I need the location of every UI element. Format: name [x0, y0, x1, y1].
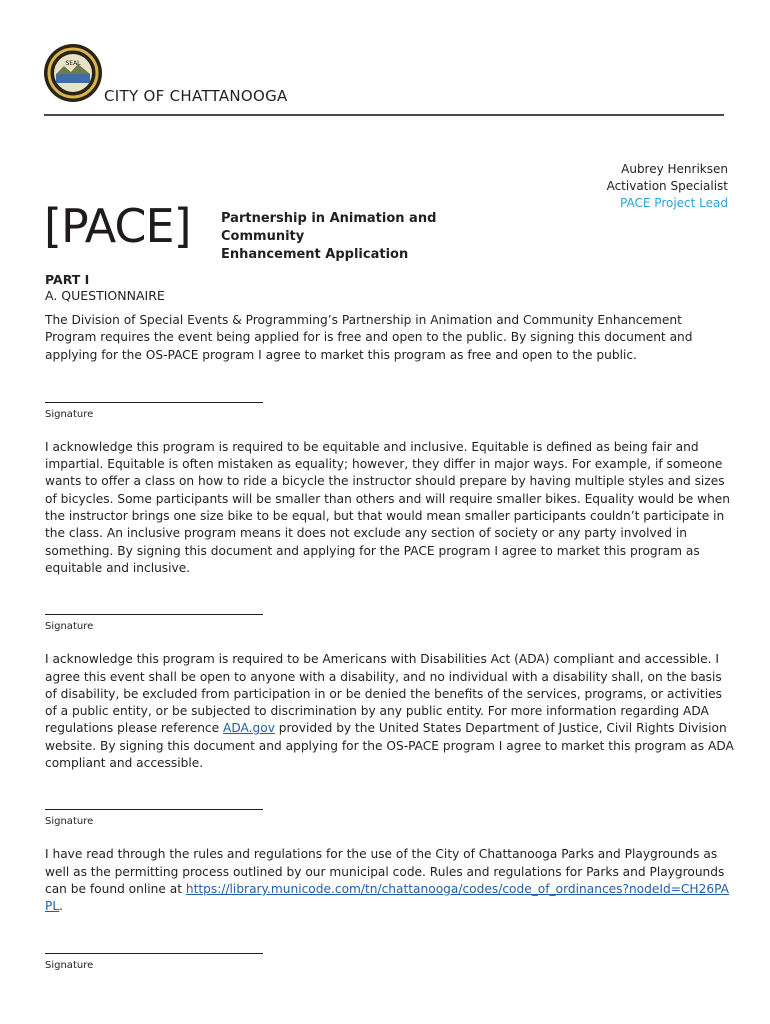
contact-role: Activation Specialist: [606, 179, 728, 193]
svg-text:SEAL: SEAL: [65, 60, 81, 67]
signature-line[interactable]: [45, 402, 263, 403]
contact-name: Aubrey Henriksen: [621, 162, 728, 176]
signature-line[interactable]: [45, 614, 263, 615]
paragraph-ada: [45, 651, 735, 772]
municode-link[interactable]: https://library.municode.com/tn/chattanooga/codes/code_of_ordinances?nodeId=CH26PAPL: [45, 881, 730, 914]
paragraph-rules-text-end: .: [59, 899, 64, 914]
city-name: CITY OF CHATTANOOGA: [104, 87, 288, 105]
header-divider: [44, 114, 724, 116]
contact-lead: PACE Project Lead: [620, 196, 728, 210]
paragraph-rules-text: I have read through the rules and regulations for the use of the City of Chattanooga Parks and Playgrounds as well as the permitting process outlined by our municipal code. Rules and regulations for Parks and Playgrounds can be found online at: [45, 847, 725, 896]
pace-logo: [PACE]: [44, 199, 191, 253]
section-heading: A. QUESTIONNAIRE: [45, 288, 165, 303]
paragraph-equitable: I acknowledge this program is required to be equitable and inclusive. Equitable is defined as being fair and impartial. Equitable is often mistaken as equality; however, they differ in major ways. For example, if someone wants to offer a class on how to ride a bicycle the instructor should prepare by having multiple styles and sizes of bicycles. Some participants will be smaller than others and will require smaller bikes. Equality would be when the instructor brings one size bike to be equal, but that would mean smaller participants couldn’t participate in the class. An inclusive program means it does not exclude any section of society or any party involved in something. By signing this document and applying for the PACE program I agree to market this program as equitable and inclusive.: [45, 439, 731, 575]
paragraph-ada-text-end: provided by the United States Department of Justice, Civil Rights Division website. By signing this document and applying for the OS-PACE program I agree to market this program as ADA compliant and accessible.: [45, 721, 734, 771]
signature-line[interactable]: [45, 953, 263, 954]
application-title: [221, 210, 521, 264]
signature-label: Signature: [45, 816, 94, 828]
application-title-line1: Partnership in Animation and Community: [221, 211, 437, 244]
city-seal-logo: [44, 44, 102, 102]
signature-label: Signature: [45, 408, 94, 420]
paragraph-ada-text: I acknowledge this program is required to be Americans with Disabilities Act (ADA) compliant and accessible. I agree this event shall be open to anyone with a disability, and no individual with a disability shall, on the basis of disability, be excluded from participation in or be denied the benefits of the services, programs, or activities of a public entity, or be subjected to discrimination by any public entity. For more information regarding ADA regulations please reference: [45, 652, 722, 736]
paragraph-free-open: The Division of Special Events & Programming’s Partnership in Animation and Community Enhancement Program requires the event being applied for is free and open to the public. By signing this document and applying for the OS-PACE program I agree to market this program as free and open to the public.: [45, 313, 693, 362]
signature-label: Signature: [45, 621, 94, 633]
application-title-line2: Enhancement Application: [221, 247, 409, 262]
contact-block: [607, 161, 728, 212]
questionnaire-content: [45, 272, 735, 972]
signature-label: Signature: [45, 959, 94, 971]
signature-line[interactable]: [45, 809, 263, 810]
ada-gov-link[interactable]: ADA.gov: [223, 721, 275, 736]
paragraph-rules: [45, 846, 735, 915]
part-heading: PART I: [45, 272, 90, 287]
